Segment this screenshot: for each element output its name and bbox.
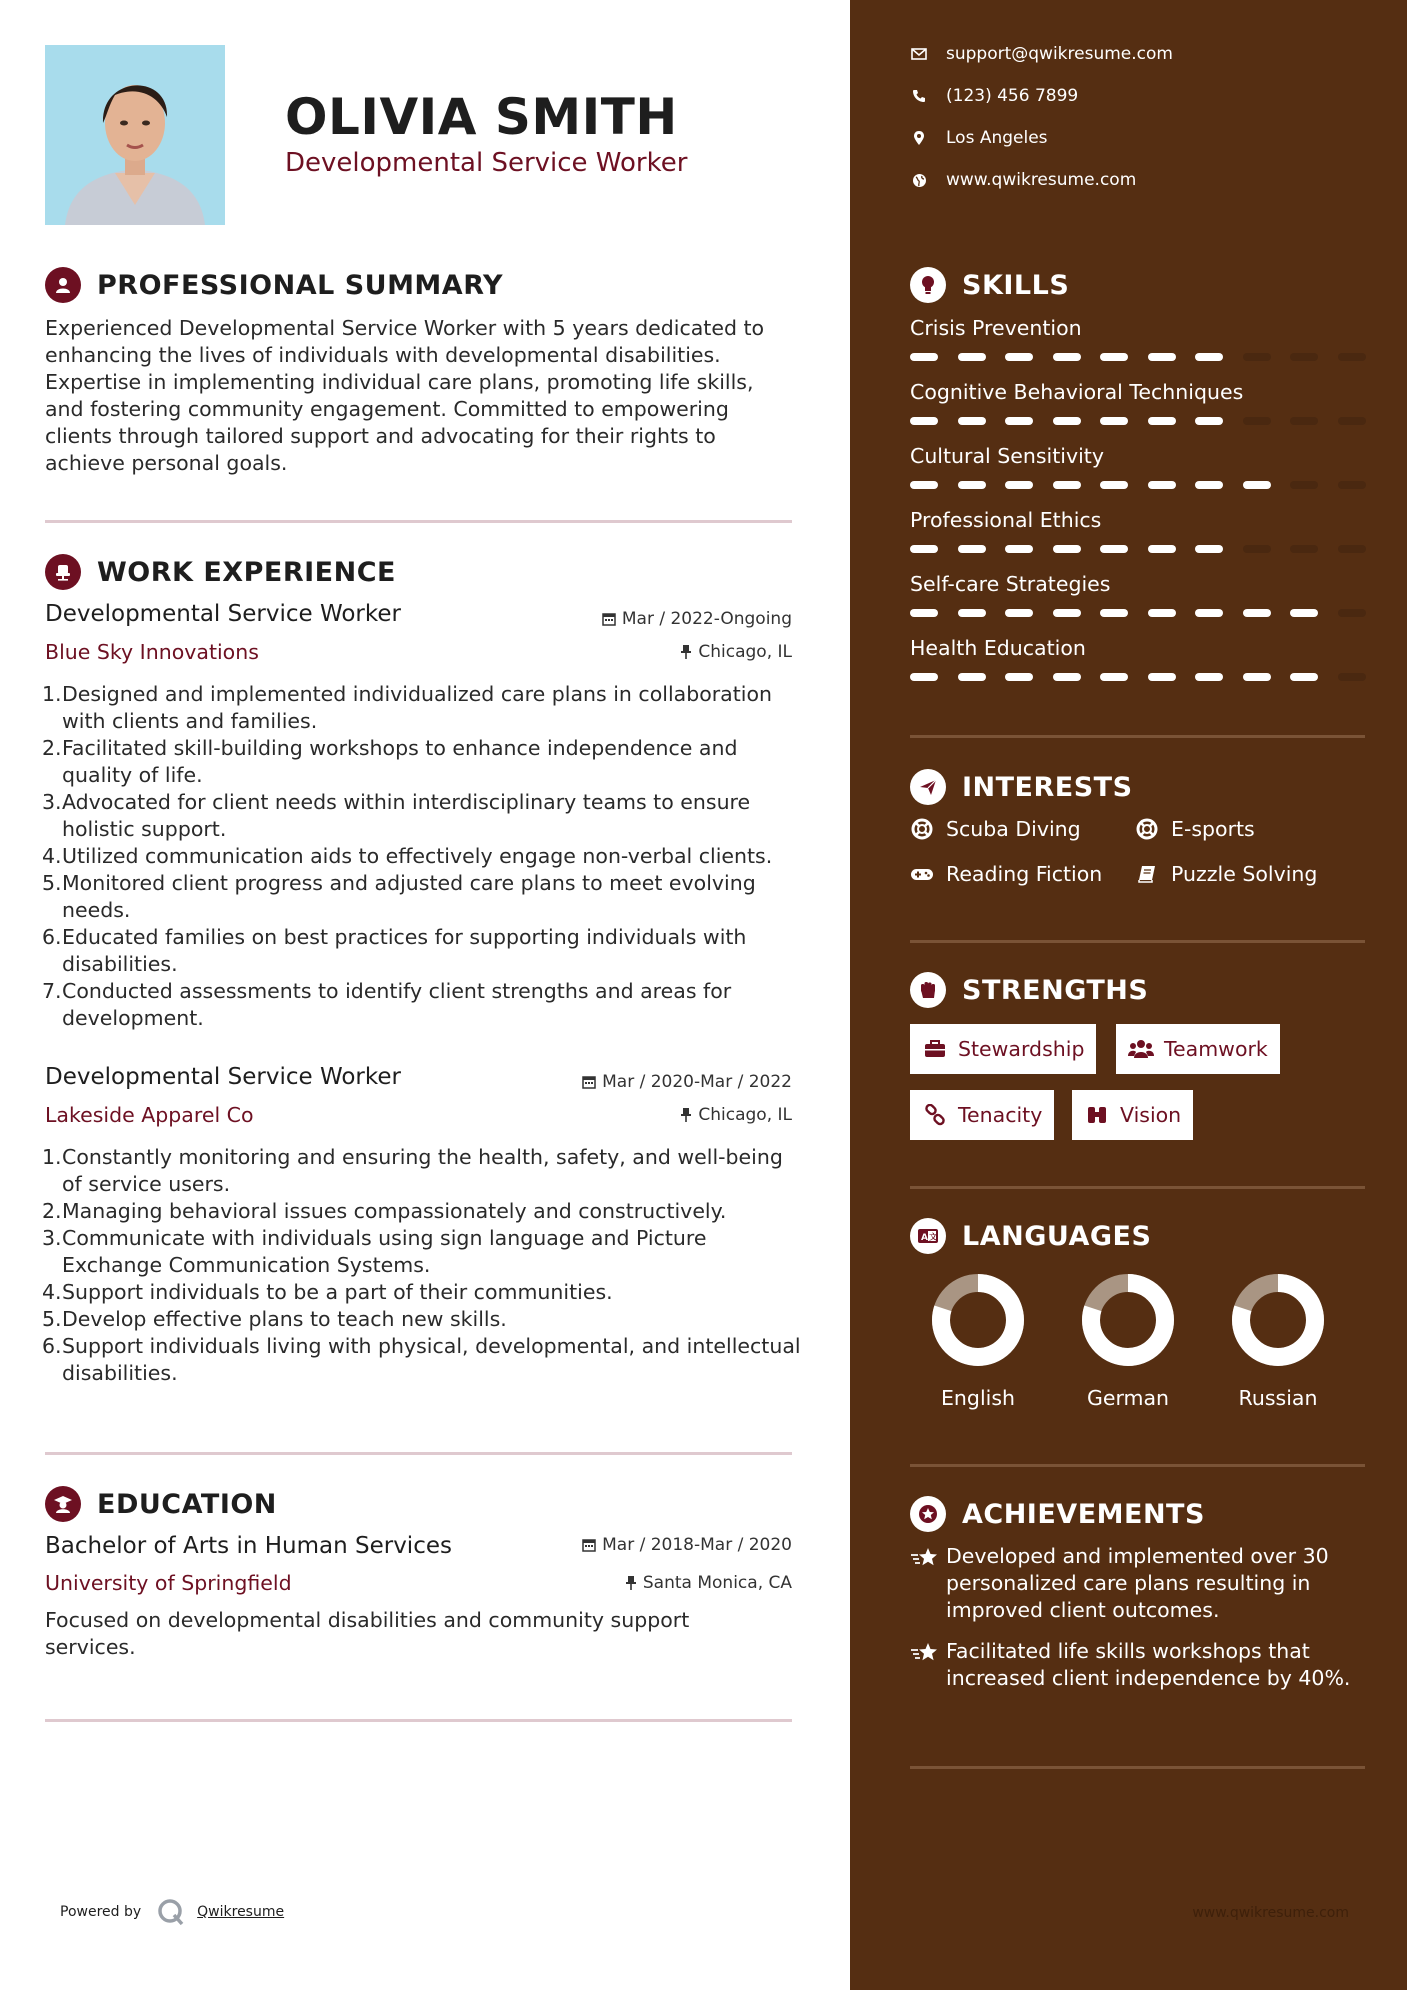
strength-label: Stewardship [958, 1037, 1085, 1061]
skill-segment-filled [1053, 353, 1081, 361]
list-item: 2. Facilitated skill-building workshops to enhance independence and quality of life. [42, 736, 738, 787]
interests-title: INTERESTS [962, 771, 1133, 803]
language-item [1058, 1272, 1198, 1410]
strength-badge [910, 1090, 1054, 1140]
skill-segment-filled [1100, 673, 1128, 681]
skill-segment-empty [1243, 545, 1271, 553]
languages-heading [910, 1218, 1151, 1254]
skill-segment-filled [910, 481, 938, 489]
globe-icon [910, 171, 928, 189]
job-role: Developmental Service Worker [45, 601, 401, 627]
strengths-title: STRENGTHS [962, 974, 1149, 1006]
summary-text: Experienced Developmental Service Worker with 5 years dedicated to enhancing the lives of individuals with developmental disabilities. Expertise in implementing individual care plans, promoting life skills, and fostering community engagement. Committed to empowering clients through tailored support and advocating for their rights to achieve personal goals. [45, 316, 765, 475]
skill-segment-filled [1195, 417, 1223, 425]
skill-segment-filled [1100, 353, 1128, 361]
skill-segment-filled [958, 545, 986, 553]
language-level-ring [1230, 1272, 1326, 1368]
skill-segment-filled [1148, 481, 1176, 489]
envelope-icon [910, 45, 928, 63]
skill-name: Cultural Sensitivity [910, 444, 1104, 468]
job-dates [602, 609, 792, 629]
skill-segment-filled [1195, 673, 1223, 681]
skill-segment-filled [958, 481, 986, 489]
interests-heading [910, 769, 1133, 805]
job-location-text: Chicago, IL [698, 642, 792, 662]
lifebuoy-icon [910, 817, 934, 841]
list-item: 4. Support individuals to be a part of their communities. [42, 1280, 613, 1304]
list-item: 6. Support individuals living with physical, developmental, and intellectual disabilities. [42, 1334, 801, 1385]
job-location-text: Chicago, IL [698, 1105, 792, 1125]
summary-title: PROFESSIONAL SUMMARY [97, 269, 504, 301]
skill-segment-empty [1243, 353, 1271, 361]
candidate-name: OLIVIA SMITH [285, 88, 678, 146]
skill-segment-filled [910, 673, 938, 681]
skill-segment-filled [1053, 481, 1081, 489]
briefcase-chair-icon [45, 554, 81, 590]
skill-segment-filled [958, 353, 986, 361]
skill-level-bar [910, 353, 1365, 361]
calendar-icon [582, 1075, 596, 1089]
school: University of Springfield [45, 1571, 292, 1595]
skill-segment-filled [1148, 353, 1176, 361]
achievement-text: Developed and implemented over 30 personalized care plans resulting in improved client outcomes. [946, 1544, 1329, 1622]
interest-label: Reading Fiction [946, 862, 1103, 886]
interest-label: E-sports [1171, 817, 1255, 841]
skills-heading [910, 267, 1069, 303]
contact-location [910, 128, 1048, 148]
skill-segment-empty [1290, 545, 1318, 553]
achievements-title: ACHIEVEMENTS [962, 1498, 1205, 1530]
skill-segment-empty [1290, 417, 1318, 425]
qwikresume-logo-icon [157, 1898, 185, 1926]
skill-segment-filled [910, 353, 938, 361]
skill-segment-filled [1005, 353, 1033, 361]
list-item: 5. Monitored client progress and adjusted care plans to meet evolving needs. [42, 871, 756, 922]
skill-level-bar [910, 417, 1365, 425]
interest-label: Puzzle Solving [1171, 862, 1318, 886]
svg-text:A: A [921, 1233, 928, 1243]
skill-segment-filled [1243, 673, 1271, 681]
job-company: Lakeside Apparel Co [45, 1103, 254, 1127]
skill-segment-filled [910, 545, 938, 553]
sidebar [850, 0, 1407, 1990]
skill-segment-filled [1005, 417, 1033, 425]
education-location [625, 1573, 792, 1593]
degree: Bachelor of Arts in Human Services [45, 1533, 452, 1559]
calendar-icon [582, 1538, 596, 1552]
skill-segment-filled [1053, 545, 1081, 553]
achievement-item [910, 1638, 1380, 1692]
language-name: Russian [1238, 1386, 1318, 1410]
website-text[interactable]: www.qwikresume.com [946, 170, 1137, 190]
skill-segment-filled [1100, 609, 1128, 617]
achievement-text: Facilitated life skills workshops that increased client independence by 40%. [946, 1639, 1351, 1690]
skill-level-bar [910, 673, 1365, 681]
list-item: 4. Utilized communication aids to effectively engage non-verbal clients. [42, 844, 773, 868]
experience-heading [45, 554, 396, 590]
calendar-icon [602, 612, 616, 626]
link-icon [922, 1104, 948, 1126]
skill-segment-filled [1290, 673, 1318, 681]
contact-website [910, 170, 1136, 190]
skill-name: Crisis Prevention [910, 316, 1082, 340]
skill-segment-empty [1338, 417, 1366, 425]
list-item: 1. Designed and implemented individualized care plans in collaboration with clients and families. [42, 682, 773, 733]
map-marker-icon [910, 129, 928, 147]
skill-segment-filled [1053, 609, 1081, 617]
strength-label: Vision [1120, 1103, 1182, 1127]
achievements-heading [910, 1496, 1205, 1532]
divider [45, 1452, 792, 1455]
divider [910, 1464, 1365, 1467]
interest-label: Scuba Diving [946, 817, 1081, 841]
skill-name: Cognitive Behavioral Techniques [910, 380, 1244, 404]
job-company: Blue Sky Innovations [45, 640, 259, 664]
education-heading [45, 1486, 277, 1522]
strengths-heading [910, 972, 1148, 1008]
gamepad-icon [910, 862, 934, 886]
skill-segment-filled [1100, 545, 1128, 553]
strength-label: Tenacity [958, 1103, 1043, 1127]
pin-icon [625, 1576, 637, 1590]
skills-title: SKILLS [962, 269, 1070, 301]
education-location-text: Santa Monica, CA [642, 1573, 792, 1593]
svg-text:文: 文 [929, 1232, 938, 1242]
users-icon [1128, 1038, 1154, 1060]
skill-segment-empty [1338, 673, 1366, 681]
language-level-ring [930, 1272, 1026, 1368]
job-dates-text: Mar / 2022-Ongoing [621, 609, 792, 629]
location-text: Los Angeles [946, 128, 1048, 148]
languages-title: LANGUAGES [962, 1220, 1152, 1252]
email-text[interactable]: support@qwikresume.com [946, 44, 1173, 64]
profile-photo [45, 45, 225, 225]
language-level-ring [1080, 1272, 1176, 1368]
paper-plane-icon [910, 769, 946, 805]
strength-badge [1116, 1024, 1280, 1074]
fist-icon [910, 972, 946, 1008]
pin-icon [680, 1108, 692, 1122]
skill-segment-filled [1195, 609, 1223, 617]
list-item: 2. Managing behavioral issues compassionately and constructively. [42, 1199, 727, 1223]
list-item: 3. Communicate with individuals using sign language and Picture Exchange Communication Systems. [42, 1226, 707, 1277]
job-dates-text: Mar / 2020-Mar / 2022 [602, 1072, 792, 1092]
phone-text: (123) 456 7899 [946, 86, 1079, 106]
education-dates-text: Mar / 2018-Mar / 2020 [602, 1535, 792, 1555]
skill-name: Health Education [910, 636, 1086, 660]
list-item: 7. Conducted assessments to identify client strengths and areas for development. [42, 979, 732, 1030]
skill-segment-filled [1243, 609, 1271, 617]
skill-level-bar [910, 481, 1365, 489]
skill-segment-filled [1148, 417, 1176, 425]
list-item: 5. Develop effective plans to teach new skills. [42, 1307, 507, 1331]
skill-name: Professional Ethics [910, 508, 1102, 532]
book-icon [1135, 862, 1159, 886]
skill-segment-filled [1005, 545, 1033, 553]
strength-badge [910, 1024, 1096, 1074]
skill-segment-empty [1338, 481, 1366, 489]
strength-badge [1072, 1090, 1193, 1140]
list-item: 6. Educated families on best practices for supporting individuals with disabilities. [42, 925, 747, 976]
skill-segment-filled [1148, 609, 1176, 617]
skill-segment-filled [1195, 481, 1223, 489]
skill-name: Self-care Strategies [910, 572, 1111, 596]
job-location [680, 1105, 792, 1125]
skill-segment-filled [958, 417, 986, 425]
contact-phone [910, 86, 1078, 106]
skill-segment-filled [1195, 545, 1223, 553]
skill-segment-filled [1005, 481, 1033, 489]
skill-segment-filled [1100, 481, 1128, 489]
list-item: 3. Advocated for client needs within interdisciplinary teams to ensure holistic support. [42, 790, 751, 841]
qwikresume-link[interactable]: Qwikresume [197, 1904, 285, 1920]
shooting-star-icon [910, 1638, 946, 1692]
candidate-title: Developmental Service Worker [285, 148, 688, 178]
lightbulb-icon [910, 267, 946, 303]
interest-item [1135, 862, 1317, 886]
education-title: EDUCATION [97, 1488, 277, 1520]
skill-segment-filled [1148, 673, 1176, 681]
skill-level-bar [910, 545, 1365, 553]
skill-segment-filled [910, 417, 938, 425]
contact-email [910, 44, 1173, 64]
skill-segment-empty [1338, 609, 1366, 617]
list-item: 1. Constantly monitoring and ensuring the health, safety, and well-being of service users. [42, 1145, 783, 1196]
job-location [680, 642, 792, 662]
language-name: German [1086, 1386, 1170, 1410]
graduate-icon [45, 1486, 81, 1522]
skill-segment-empty [1243, 417, 1271, 425]
skill-segment-empty [1290, 481, 1318, 489]
education-description: Focused on developmental disabilities and community support services. [45, 1608, 690, 1659]
job-dates [582, 1072, 792, 1092]
divider [910, 1766, 1365, 1769]
phone-icon [910, 87, 928, 105]
lifebuoy-icon [1135, 817, 1159, 841]
divider [45, 520, 792, 523]
job-bullets [42, 1144, 802, 1387]
skill-segment-filled [1290, 609, 1318, 617]
footer-credit [60, 1898, 284, 1926]
pin-icon [680, 645, 692, 659]
footer-website[interactable]: www.qwikresume.com [1192, 1905, 1349, 1921]
interest-item [910, 862, 1102, 886]
skill-segment-filled [1005, 609, 1033, 617]
strength-label: Teamwork [1164, 1037, 1268, 1061]
summary-heading [45, 267, 503, 303]
interest-item [910, 817, 1081, 841]
shooting-star-icon [910, 1543, 946, 1624]
skill-segment-filled [1243, 481, 1271, 489]
skill-segment-filled [1005, 673, 1033, 681]
skill-segment-filled [958, 673, 986, 681]
skill-segment-filled [1195, 353, 1223, 361]
skill-segment-filled [958, 609, 986, 617]
divider [45, 1719, 792, 1722]
binoculars-icon [1084, 1104, 1110, 1126]
divider [910, 940, 1365, 943]
job-role: Developmental Service Worker [45, 1064, 401, 1090]
skill-segment-empty [1338, 545, 1366, 553]
interest-item [1135, 817, 1255, 841]
experience-title: WORK EXPERIENCE [97, 556, 396, 588]
star-badge-icon [910, 1496, 946, 1532]
skill-segment-filled [1100, 417, 1128, 425]
skill-segment-empty [1338, 353, 1366, 361]
education-dates [582, 1535, 792, 1555]
achievement-item [910, 1543, 1380, 1624]
language-name: English [940, 1386, 1016, 1410]
language-item [908, 1272, 1048, 1410]
divider [910, 1186, 1365, 1189]
skill-segment-filled [1053, 417, 1081, 425]
translate-icon [910, 1218, 946, 1254]
briefcase-icon [922, 1038, 948, 1060]
language-item [1208, 1272, 1348, 1410]
skill-segment-empty [1290, 353, 1318, 361]
divider [910, 735, 1365, 738]
skill-level-bar [910, 609, 1365, 617]
skill-segment-filled [910, 609, 938, 617]
user-icon [45, 267, 81, 303]
job-bullets [42, 681, 802, 1032]
skill-segment-filled [1148, 545, 1176, 553]
skill-segment-filled [1053, 673, 1081, 681]
powered-by-label: Powered by [60, 1904, 142, 1920]
